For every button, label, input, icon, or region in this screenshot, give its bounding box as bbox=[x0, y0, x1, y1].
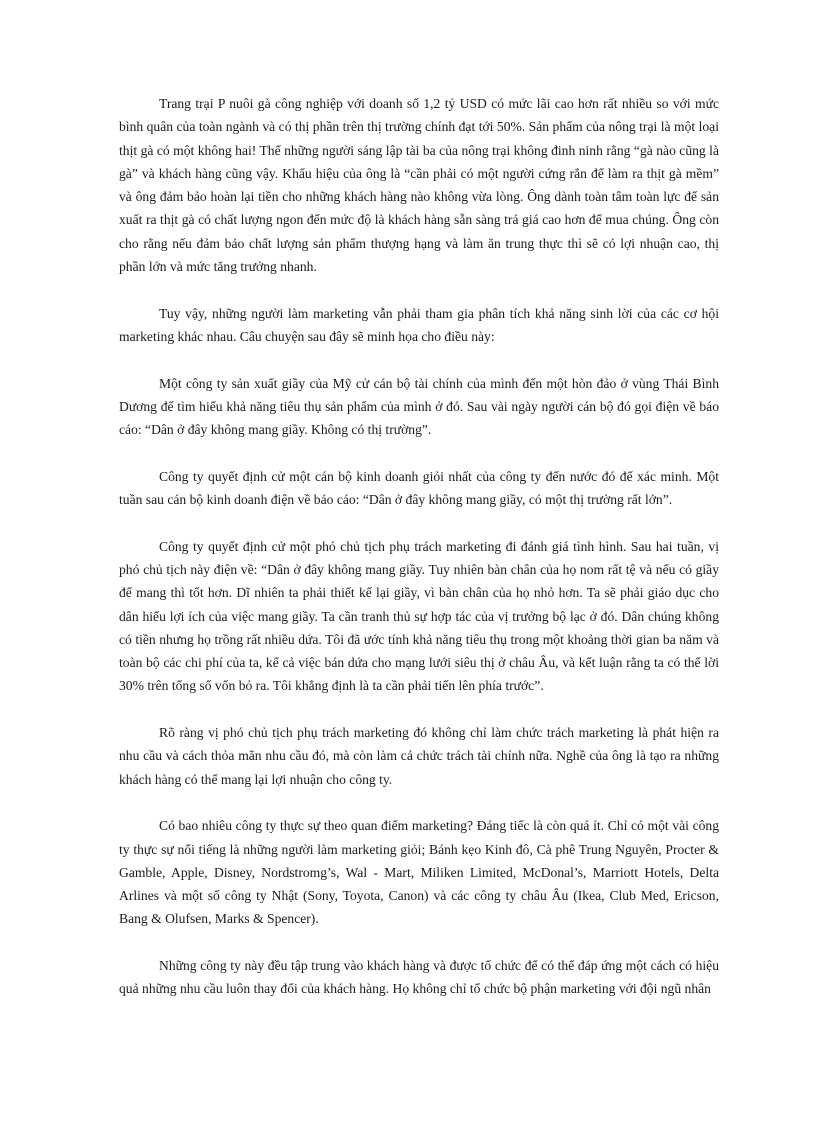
paragraph-marketing-vp: Công ty quyết định cử một phó chủ tịch phụ trách marketing đi đánh giá tình hình. Sau hai tuần, vị phó chủ tịch này điện về: “Dân ở đây không mang giầy. Tuy nhiên bàn chân của họ nom rất tệ và nếu có giầy để mang thì tốt hơn. Dĩ nhiên ta phải thiết kế lại giầy, vì bàn chân của họ nhỏ hơn. Ta sẽ phải giáo dục cho dân hiểu lợi ích của việc mang giầy. Ta cần tranh thủ sự hợp tác của vị trưởng bộ lạc ở đó. Dân chúng không có tiền nhưng họ trồng rất nhiều dứa. Tôi đã ước tính khả năng tiêu thụ trong một khoảng thời gian ba năm và toàn bộ các chi phí của ta, kể cả việc bán dứa cho mạng lưới siêu thị ở châu Âu, và kết luận rằng ta có thể lời 30% trên tổng số vốn bỏ ra. Tôi khẳng định là ta cần phải tiến lên phía trước”. bbox=[119, 538, 719, 694]
paragraph-sales-officer: Công ty quyết định cử một cán bộ kinh doanh giỏi nhất của công ty đến nước đó để xác minh. Một tuần sau cán bộ kinh doanh điện về báo cáo: “Dân ở đây không mang giầy, có một thị trường rất lớn”. bbox=[119, 468, 719, 508]
paragraph-chicken-farm: Trang trại P nuôi gà công nghiệp với doanh số 1,2 tỷ USD có mức lãi cao hơn rất nhiều so với mức bình quân của toàn ngành và có thị phần trên thị trường chính đạt tới 50%. Sản phẩm của nông trại là một loại thịt gà có một không hai! Thế những người sáng lập tài ba của nông trại không đinh ninh rằng “gà nào cũng là gà” và khách hàng cũng vậy. Khẩu hiệu của ông là “cần phải có một người cứng rắn để làm ra thịt gà mềm” và ông đảm bảo hoàn lại tiền cho những khách hàng nào không vừa lòng. Ông dành toàn tâm toàn lực để sản xuất ra thịt gà có chất lượng ngon đến mức độ là khách hàng sẵn sàng trả giá cao hơn để mua chúng. Ông còn cho rằng nếu đảm bảo chất lượng sản phẩm thượng hạng và làm ăn trung thực thì sẽ có lợi nhuận cao, thị phần lớn và mức tăng trưởng nhanh. bbox=[119, 96, 719, 275]
paragraph-vp-conclusion: Rõ ràng vị phó chủ tịch phụ trách marketing đó không chỉ làm chức trách marketing là phát hiện ra nhu cầu và cách thỏa mãn nhu cầu đó, mà còn làm cả chức trách tài chính nữa. Nghề của ông là tạo ra những khách hàng có thể mang lại lợi nhuận cho công ty. bbox=[119, 725, 719, 787]
paragraph-marketing-companies: Có bao nhiêu công ty thực sự theo quan điểm marketing? Đáng tiếc là còn quá ít. Chỉ có một vài công ty thực sự nổi tiếng là những người làm marketing giỏi; Bánh kẹo Kinh đô, Cà phê Trung Nguyên, Procter & Gamble, Apple, Disney, Nordstromg’s, Wal - Mart, Miliken Limited, McDonal’s, Marriott Hotels, Delta Arlines và một số công ty Nhật (Sony, Toyota, Canon) và các công ty châu Âu (Ikea, Club Med, Ericson, Bang & Olufsen, Marks & Spencer). bbox=[119, 818, 719, 927]
paragraph-finance-officer: Một công ty sản xuất giầy của Mỹ cử cán bộ tài chính của mình đến một hòn đảo ở vùng Thái Bình Dương để tìm hiểu khả năng tiêu thụ sản phẩm của mình ở đó. Sau vài ngày người cán bộ đó gọi điện về báo cáo: “Dân ở đây không mang giầy. Không có thị trường”. bbox=[119, 375, 719, 438]
document-body bbox=[119, 92, 719, 1001]
paragraph-customer-focus: Những công ty này đều tập trung vào khách hàng và được tổ chức để có thể đáp ứng một cách có hiệu quả những nhu cầu luôn thay đổi của khách hàng. Họ không chỉ tổ chức bộ phận marketing với đội ngũ nhân bbox=[119, 957, 719, 997]
paragraph-profitability-analysis: Tuy vậy, những người làm marketing vẫn phải tham gia phân tích khả năng sinh lời của các cơ hội marketing khác nhau. Câu chuyện sau đây sẽ minh họa cho điều này: bbox=[119, 305, 719, 344]
